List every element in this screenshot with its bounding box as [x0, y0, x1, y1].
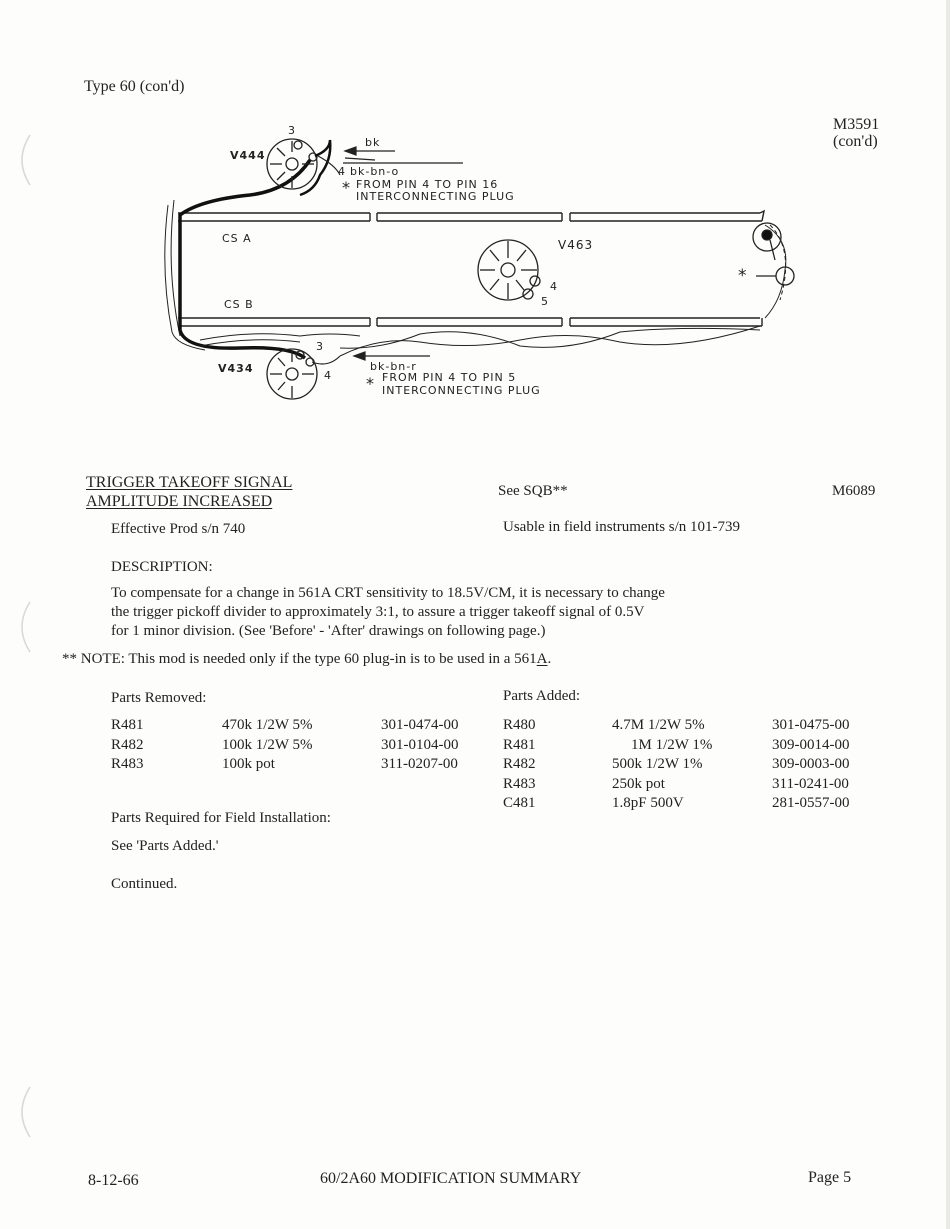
added-desc: 500k 1/2W 1%	[612, 756, 703, 772]
removed-desc: 100k pot	[222, 756, 275, 772]
continued-label: Continued.	[111, 876, 178, 892]
effective-serial: Effective Prod s/n 740	[111, 521, 246, 537]
v444-pin-3: 3	[288, 124, 296, 137]
v463-label: V463	[558, 238, 594, 252]
footer-date: 8-12-66	[88, 1172, 139, 1189]
mod-title-line1	[86, 474, 292, 492]
parts-removed-heading: Parts Removed:	[111, 690, 207, 706]
footer-page-number: Page 5	[808, 1169, 852, 1186]
added-part-number: 311-0241-00	[772, 775, 849, 792]
description-label: DESCRIPTION:	[111, 559, 213, 575]
field-install-heading: Parts Required for Field Installation:	[111, 810, 331, 826]
binder-hole-bottom	[0, 1082, 38, 1142]
parts-added-numbers	[772, 716, 850, 814]
field-install-see: See 'Parts Added.'	[111, 838, 219, 854]
added-desc: 4.7M 1/2W 5%	[612, 717, 705, 733]
see-sqb: See SQB**	[498, 483, 568, 499]
page-title: Type 60 (con'd)	[84, 78, 185, 95]
v434-label: V434	[218, 362, 254, 375]
note-text: NOTE: This mod is needed only if the type 60 plug-in is to be used in a 561	[80, 651, 537, 667]
removed-ref: R482	[111, 736, 144, 753]
description-line-1: To compensate for a change in 561A CRT sensitivity to 18.5V/CM, it is necessary to change	[111, 585, 665, 601]
removed-ref: R481	[111, 717, 144, 733]
note-top-line1: FROM PIN 4 TO PIN 16	[356, 178, 499, 191]
note-bottom-line2: INTERCONNECTING PLUG	[382, 384, 541, 397]
wire-bk: bk	[365, 136, 381, 149]
added-part-number: 309-0003-00	[772, 756, 850, 772]
v463-pin-4: 4	[550, 280, 558, 293]
note-marker: **	[62, 651, 77, 667]
added-desc: 1.8pF 500V	[612, 795, 684, 811]
parts-added-heading: Parts Added:	[503, 688, 581, 704]
mod-ref-number: M3591	[833, 116, 880, 133]
added-ref: C481	[503, 795, 536, 811]
note-period: .	[547, 651, 552, 667]
binder-hole-middle	[0, 597, 38, 657]
description-line-2: the trigger pickoff divider to approximately 3:1, to assure a trigger takeoff signal of 0.5V	[111, 604, 645, 620]
removed-desc: 470k 1/2W 5%	[222, 717, 313, 733]
parts-removed-numbers	[381, 716, 459, 775]
removed-desc: 100k 1/2W 5%	[222, 736, 313, 753]
added-ref: R483	[503, 775, 536, 792]
parts-removed-refs	[111, 716, 144, 775]
added-part-number: 301-0475-00	[772, 717, 850, 733]
added-desc: 1M 1/2W 1%	[631, 736, 713, 753]
v444-pin-4: 4	[338, 165, 346, 178]
removed-part-number: 301-0104-00	[381, 736, 459, 753]
v434-pin-3: 3	[316, 340, 324, 353]
added-ref: R481	[503, 736, 536, 753]
description-line-3: for 1 minor division. (See 'Before' - 'After' drawings on following page.)	[111, 623, 546, 639]
usable-serial-range: Usable in field instruments s/n 101-739	[503, 519, 741, 535]
v444-label: V444	[230, 149, 266, 162]
mod-number: M6089	[832, 483, 876, 499]
mod-title-line2-text: AMPLITUDE INCREASED	[86, 493, 273, 510]
added-desc: 250k pot	[612, 775, 665, 792]
mod-title-line2	[86, 493, 272, 511]
note-bottom-asterisk: *	[366, 374, 375, 393]
v463-pin-5: 5	[541, 295, 549, 308]
sqb-note	[62, 651, 551, 668]
mod-ref-continued: (con'd)	[833, 133, 878, 150]
added-part-number: 281-0557-00	[772, 795, 850, 811]
mod-title-line1-text: TRIGGER TAKEOFF SIGNAL	[86, 474, 293, 491]
removed-part-number: 311-0207-00	[381, 756, 458, 772]
parts-removed-descs	[222, 716, 313, 775]
parts-added-descs	[612, 716, 712, 814]
added-ref: R482	[503, 756, 536, 772]
added-ref: R480	[503, 717, 536, 733]
cs-b-label: CS B	[224, 298, 254, 311]
parts-added-refs	[503, 716, 536, 814]
cs-a-label: CS A	[222, 232, 252, 245]
footer-title: 60/2A60 MODIFICATION SUMMARY	[320, 1170, 582, 1187]
note-top-asterisk: *	[342, 178, 351, 197]
added-part-number: 309-0014-00	[772, 736, 850, 753]
v434-pin-4: 4	[324, 369, 332, 382]
removed-ref: R483	[111, 756, 144, 772]
wire-bk-bn-r: bk-bn-r	[370, 360, 417, 373]
note-top-line2: INTERCONNECTING PLUG	[356, 190, 515, 203]
wire-bk-bn-o: bk-bn-o	[350, 165, 400, 178]
note-bottom-line1: FROM PIN 4 TO PIN 5	[382, 371, 517, 384]
component-asterisk: *	[738, 266, 748, 286]
note-model-suffix: A	[536, 651, 548, 667]
removed-part-number: 301-0474-00	[381, 717, 459, 733]
